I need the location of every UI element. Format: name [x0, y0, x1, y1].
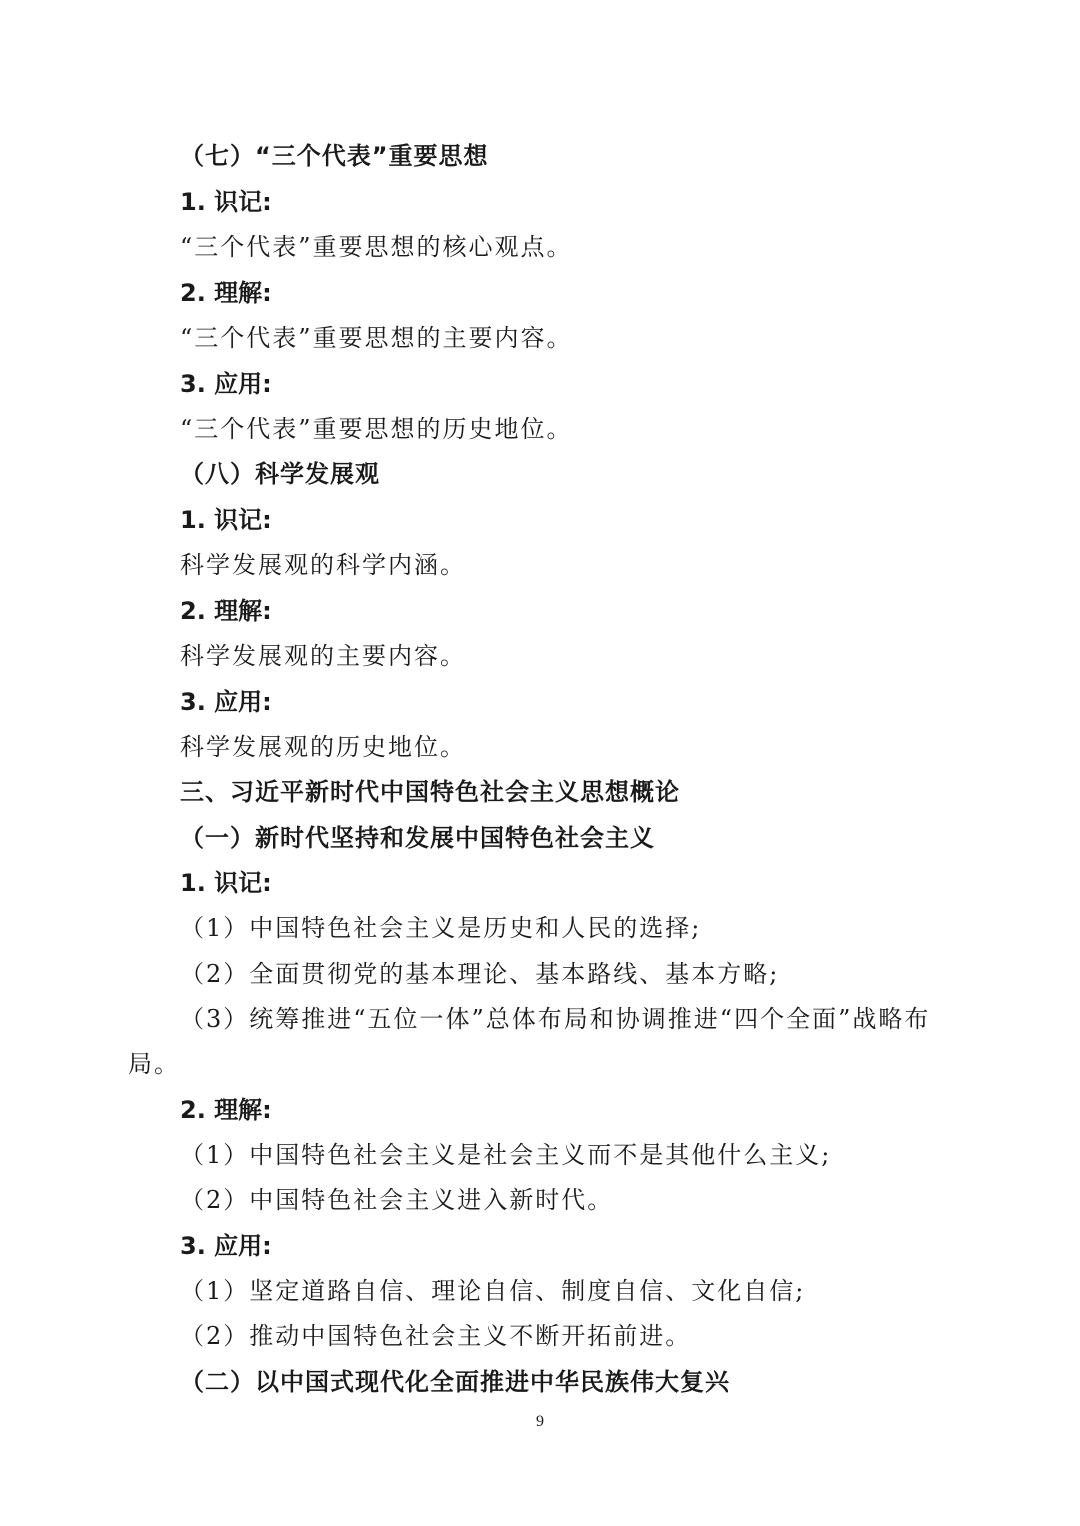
body-paragraph: 科学发展观的历史地位。 — [180, 733, 466, 761]
level-heading-memorize: 1. 识记: — [180, 869, 272, 897]
chapter-heading: 三、习近平新时代中国特色社会主义思想概论 — [180, 778, 680, 806]
body-paragraph: “三个代表”重要思想的历史地位。 — [180, 415, 573, 443]
level-heading-apply: 3. 应用: — [180, 688, 272, 716]
level-heading-understand: 2. 理解: — [180, 597, 272, 625]
section-heading-2: （二）以中国式现代化全面推进中华民族伟大复兴 — [180, 1368, 730, 1396]
body-paragraph: 科学发展观的科学内涵。 — [180, 551, 466, 579]
section-heading-1: （一）新时代坚持和发展中国特色社会主义 — [180, 824, 655, 852]
list-item: （1）坚定道路自信、理论自信、制度自信、文化自信; — [180, 1277, 806, 1305]
body-paragraph: “三个代表”重要思想的主要内容。 — [180, 324, 573, 352]
list-item: （1）中国特色社会主义是历史和人民的选择; — [180, 914, 702, 942]
section-heading-7: （七）“三个代表”重要思想 — [180, 142, 489, 170]
list-item: （2）中国特色社会主义进入新时代。 — [180, 1186, 614, 1214]
level-heading-memorize: 1. 识记: — [180, 188, 272, 216]
level-heading-understand: 2. 理解: — [180, 1096, 272, 1124]
list-item: （3）统筹推进“五位一体”总体布局和协调推进“四个全面”战略布 — [180, 1005, 931, 1033]
body-paragraph: “三个代表”重要思想的核心观点。 — [180, 233, 573, 261]
list-item: （1）中国特色社会主义是社会主义而不是其他什么主义; — [180, 1141, 832, 1169]
list-item: （2）推动中国特色社会主义不断开拓前进。 — [180, 1322, 692, 1350]
list-item-continuation: 局。 — [128, 1050, 180, 1078]
body-paragraph: 科学发展观的主要内容。 — [180, 642, 466, 670]
section-heading-8: （八）科学发展观 — [180, 460, 380, 488]
level-heading-understand: 2. 理解: — [180, 279, 272, 307]
level-heading-apply: 3. 应用: — [180, 1232, 272, 1260]
level-heading-memorize: 1. 识记: — [180, 506, 272, 534]
list-item: （2）全面贯彻党的基本理论、基本路线、基本方略; — [180, 960, 780, 988]
page-number: 9 — [536, 1413, 544, 1430]
level-heading-apply: 3. 应用: — [180, 370, 272, 398]
